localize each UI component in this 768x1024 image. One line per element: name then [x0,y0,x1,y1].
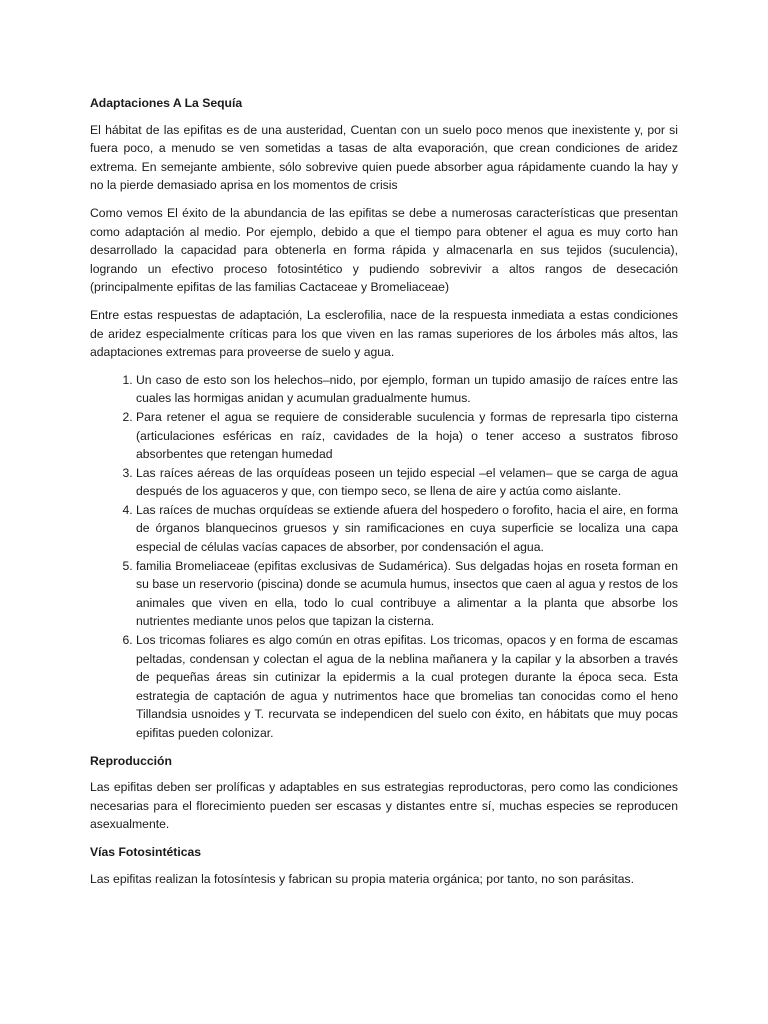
list-item: 2. Para retener el agua se requiere de considerable suculencia y formas de represarla tipo cisterna (articulaciones esféricas en raíz, cavidades de la hoja) o tener acceso a sustratos fibroso absorbentes que retengan humedad [136,408,678,464]
paragraph-reproduccion: Las epifitas deben ser prolíficas y adaptables en sus estrategias reproductoras, pero como las condiciones necesarias para el florecimiento pueden ser escasas y distantes entre sí, muchas especies se reproducen asexualmente. [90,780,678,832]
section-heading-reproduccion: Reproducción [90,753,172,768]
list-item: 3. Las raíces aéreas de las orquídeas poseen un tejido especial –el velamen– que se carga de agua después de los aguaceros y que, con tiempo seco, se llena de aire y actúa como aislante. [136,464,678,501]
paragraph-esclerofilia: Entre estas respuestas de adaptación, La esclerofilia, nace de la respuesta inmediata a estas condiciones de aridez especialmente críticas para los que viven en las ramas superiores de los árboles más altos, las adaptaciones extremas para proveerse de suelo y agua. [90,307,678,360]
paragraph-habitat: El hábitat de las epifitas es de una austeridad, Cuentan con un suelo poco menos que inexistente y, por si fuera poco, a menudo se ven sometidas a tasas de alta evaporación, que crean condiciones de aridez extrema. En semejante ambiente, sólo sobrevive quien puede absorber agua rápidamente cuando la hay y no la pierde demasiado aprisa en los momentos de crisis [90,122,678,193]
paragraph-como-vemos: Como vemos El éxito de la abundancia de las epifitas se debe a numerosas características que presentan como adaptación al medio. Por ejemplo, debido a que el tiempo para obtener el agua es muy corto han desarrollado la capacidad para obtenerla en forma rápida y almacenarla en sus tejidos (suculencia), logrando un efectivo proceso fotosintético y pudiendo sobrevivir a altos rangos de desecación (principalmente epifitas de las familias Cactaceae y Bromeliaceae) [90,205,678,295]
list-item: 1. Un caso de esto son los helechos–nido, por ejemplo, forman un tupido amasijo de raíces entre las cuales las hormigas anidan y acumulan gradualmente humus. [136,371,678,408]
section-heading-adaptaciones: Adaptaciones A La Sequía [90,96,243,110]
paragraph-fotosintesis: Las epifitas realizan la fotosíntesis y fabrican su propia materia orgánica; por tanto, no son parásitas. [90,871,634,886]
adaptations-list [90,371,678,743]
list-item: 5. familia Bromeliaceae (epifitas exclusivas de Sudamérica). Sus delgadas hojas en roseta forman en su base un reservorio (piscina) donde se acumula humus, insectos que caen al agua y restos de los animales que viven en ella, todo lo cual contribuye a alimentar a la planta que absorbe los nutrientes mediante unos pelos que tapizan la cisterna. [136,557,678,631]
list-item: 4. Las raíces de muchas orquídeas se extiende afuera del hospedero o forofito, hacia el aire, en forma de órganos blanquecinos gruesos y sin ramificaciones en cuya superficie se localiza una capa especial de células vacías capaces de absorber, por condensación el agua. [136,501,678,557]
list-item: 6. Los tricomas foliares es algo común en otras epifitas. Los tricomas, opacos y en forma de escamas peltadas, condensan y colectan el agua de la neblina mañanera y la capilar y la absorben a través de pequeñas áreas sin cutinizar la epidermis a la cual protegen durante la época seca. Esta estrategia de captación de agua y nutrimentos hace que bromelias tan conocidas como el heno Tillandsia usnoides y T. recurvata se independicen del suelo con éxito, en hábitats que muy pocas epifitas pueden colonizar. [136,631,678,743]
section-heading-vias-fotosinteticas: Vías Fotosintéticas [90,844,202,859]
